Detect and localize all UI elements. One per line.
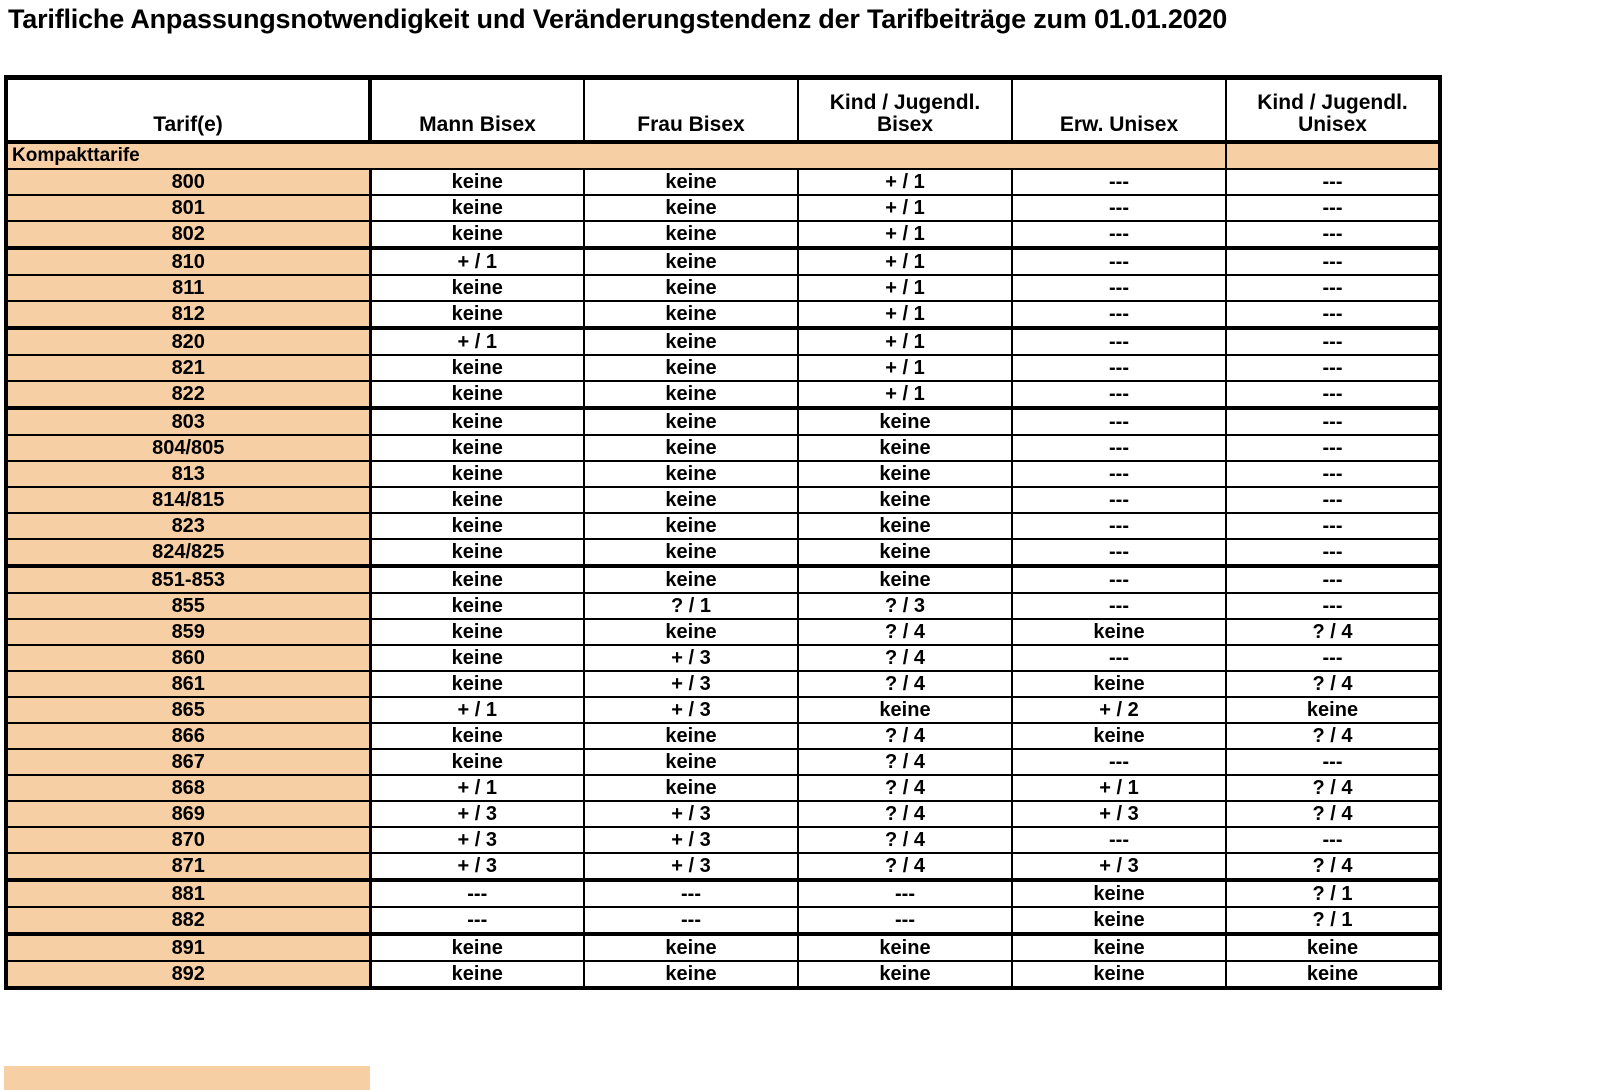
cell-frau-bisex: keine bbox=[584, 775, 798, 801]
cell-mann-bisex: keine bbox=[370, 749, 584, 775]
cell-erw-unisex: --- bbox=[1012, 749, 1226, 775]
cell-mann-bisex: keine bbox=[370, 934, 584, 961]
table-row bbox=[6, 539, 1440, 566]
cell-mann-bisex: keine bbox=[370, 487, 584, 513]
cell-kind-bisex: keine bbox=[798, 566, 1012, 593]
cell-tarif: 870 bbox=[6, 827, 370, 853]
cell-tarif: 824/825 bbox=[6, 539, 370, 566]
cell-kind-unisex: --- bbox=[1226, 539, 1440, 566]
cell-kind-bisex: + / 1 bbox=[798, 301, 1012, 328]
cell-erw-unisex: --- bbox=[1012, 487, 1226, 513]
cell-mann-bisex: + / 3 bbox=[370, 827, 584, 853]
cell-tarif: 802 bbox=[6, 221, 370, 248]
cell-erw-unisex: --- bbox=[1012, 539, 1226, 566]
section-row bbox=[6, 142, 1440, 169]
cell-tarif: 867 bbox=[6, 749, 370, 775]
cell-kind-bisex: ? / 4 bbox=[798, 671, 1012, 697]
cell-erw-unisex: --- bbox=[1012, 408, 1226, 435]
cell-erw-unisex: --- bbox=[1012, 275, 1226, 301]
cell-mann-bisex: keine bbox=[370, 513, 584, 539]
cell-erw-unisex: --- bbox=[1012, 827, 1226, 853]
cell-tarif: 810 bbox=[6, 248, 370, 275]
header-kind-unisex bbox=[1226, 78, 1440, 143]
cell-frau-bisex: + / 3 bbox=[584, 671, 798, 697]
next-row-peek bbox=[4, 1066, 370, 1090]
cell-mann-bisex: --- bbox=[370, 907, 584, 934]
table-header-row bbox=[6, 78, 1440, 143]
cell-kind-bisex: keine bbox=[798, 487, 1012, 513]
cell-mann-bisex: keine bbox=[370, 355, 584, 381]
cell-kind-unisex: ? / 4 bbox=[1226, 775, 1440, 801]
cell-frau-bisex: + / 3 bbox=[584, 827, 798, 853]
cell-kind-unisex: --- bbox=[1226, 301, 1440, 328]
table-row bbox=[6, 907, 1440, 934]
cell-frau-bisex: keine bbox=[584, 934, 798, 961]
cell-kind-unisex: --- bbox=[1226, 593, 1440, 619]
cell-kind-unisex: ? / 1 bbox=[1226, 907, 1440, 934]
table-row bbox=[6, 221, 1440, 248]
cell-erw-unisex: + / 3 bbox=[1012, 801, 1226, 827]
cell-kind-bisex: keine bbox=[798, 961, 1012, 988]
table-row bbox=[6, 248, 1440, 275]
table-row bbox=[6, 461, 1440, 487]
cell-mann-bisex: + / 1 bbox=[370, 775, 584, 801]
cell-frau-bisex: ? / 1 bbox=[584, 593, 798, 619]
cell-kind-unisex: --- bbox=[1226, 487, 1440, 513]
table-row bbox=[6, 934, 1440, 961]
cell-tarif: 820 bbox=[6, 328, 370, 355]
cell-kind-bisex: + / 1 bbox=[798, 328, 1012, 355]
cell-kind-unisex: ? / 4 bbox=[1226, 801, 1440, 827]
cell-kind-bisex: + / 1 bbox=[798, 169, 1012, 195]
cell-kind-unisex: keine bbox=[1226, 934, 1440, 961]
cell-frau-bisex: keine bbox=[584, 381, 798, 408]
cell-erw-unisex: + / 3 bbox=[1012, 853, 1226, 880]
cell-frau-bisex: + / 3 bbox=[584, 645, 798, 671]
cell-kind-bisex: ? / 4 bbox=[798, 827, 1012, 853]
cell-kind-bisex: ? / 4 bbox=[798, 619, 1012, 645]
cell-kind-bisex: keine bbox=[798, 934, 1012, 961]
cell-erw-unisex: --- bbox=[1012, 435, 1226, 461]
cell-erw-unisex: keine bbox=[1012, 723, 1226, 749]
cell-tarif: 851-853 bbox=[6, 566, 370, 593]
cell-kind-bisex: keine bbox=[798, 697, 1012, 723]
cell-mann-bisex: keine bbox=[370, 671, 584, 697]
cell-frau-bisex: keine bbox=[584, 749, 798, 775]
cell-kind-bisex: + / 1 bbox=[798, 221, 1012, 248]
cell-mann-bisex: + / 1 bbox=[370, 328, 584, 355]
cell-frau-bisex: keine bbox=[584, 221, 798, 248]
cell-frau-bisex: + / 3 bbox=[584, 697, 798, 723]
page-title: Tarifliche Anpassungsnotwendigkeit und Veränderungstendenz der Tarifbeiträge zum 01.01.2020 bbox=[8, 4, 1228, 34]
cell-tarif: 868 bbox=[6, 775, 370, 801]
cell-frau-bisex: keine bbox=[584, 566, 798, 593]
cell-frau-bisex: keine bbox=[584, 301, 798, 328]
table-row bbox=[6, 435, 1440, 461]
cell-frau-bisex: keine bbox=[584, 513, 798, 539]
cell-tarif: 881 bbox=[6, 880, 370, 907]
cell-kind-bisex: keine bbox=[798, 408, 1012, 435]
cell-kind-bisex: + / 1 bbox=[798, 248, 1012, 275]
cell-kind-bisex: keine bbox=[798, 513, 1012, 539]
cell-frau-bisex: keine bbox=[584, 248, 798, 275]
cell-mann-bisex: + / 3 bbox=[370, 853, 584, 880]
cell-tarif: 869 bbox=[6, 801, 370, 827]
cell-kind-unisex: ? / 4 bbox=[1226, 671, 1440, 697]
cell-kind-unisex: --- bbox=[1226, 566, 1440, 593]
cell-tarif: 801 bbox=[6, 195, 370, 221]
table-row bbox=[6, 169, 1440, 195]
cell-kind-unisex: --- bbox=[1226, 275, 1440, 301]
cell-frau-bisex: keine bbox=[584, 539, 798, 566]
cell-kind-bisex: keine bbox=[798, 461, 1012, 487]
table-row bbox=[6, 355, 1440, 381]
cell-kind-unisex: --- bbox=[1226, 169, 1440, 195]
cell-frau-bisex: keine bbox=[584, 195, 798, 221]
header-mann-bisex: Mann Bisex bbox=[370, 78, 584, 143]
cell-kind-unisex: --- bbox=[1226, 645, 1440, 671]
cell-kind-bisex: ? / 4 bbox=[798, 775, 1012, 801]
cell-mann-bisex: keine bbox=[370, 408, 584, 435]
cell-kind-unisex: --- bbox=[1226, 408, 1440, 435]
cell-mann-bisex: keine bbox=[370, 593, 584, 619]
table-row bbox=[6, 275, 1440, 301]
cell-erw-unisex: --- bbox=[1012, 221, 1226, 248]
cell-frau-bisex: keine bbox=[584, 487, 798, 513]
table-row bbox=[6, 645, 1440, 671]
table-row bbox=[6, 566, 1440, 593]
cell-mann-bisex: + / 1 bbox=[370, 697, 584, 723]
cell-mann-bisex: keine bbox=[370, 275, 584, 301]
cell-kind-bisex: ? / 4 bbox=[798, 749, 1012, 775]
cell-mann-bisex: --- bbox=[370, 880, 584, 907]
cell-kind-bisex: + / 1 bbox=[798, 355, 1012, 381]
section-label: Kompakttarife bbox=[6, 142, 1226, 169]
header-kind-bisex-line2: Bisex bbox=[876, 113, 934, 136]
cell-erw-unisex: keine bbox=[1012, 961, 1226, 988]
cell-kind-unisex: ? / 4 bbox=[1226, 853, 1440, 880]
cell-tarif: 823 bbox=[6, 513, 370, 539]
cell-tarif: 822 bbox=[6, 381, 370, 408]
header-tarif: Tarif(e) bbox=[6, 78, 370, 143]
cell-kind-bisex: ? / 3 bbox=[798, 593, 1012, 619]
cell-mann-bisex: keine bbox=[370, 169, 584, 195]
cell-mann-bisex: keine bbox=[370, 619, 584, 645]
cell-tarif: 855 bbox=[6, 593, 370, 619]
table-row bbox=[6, 408, 1440, 435]
cell-kind-bisex: --- bbox=[798, 907, 1012, 934]
cell-tarif: 871 bbox=[6, 853, 370, 880]
cell-tarif: 859 bbox=[6, 619, 370, 645]
cell-frau-bisex: keine bbox=[584, 169, 798, 195]
cell-frau-bisex: keine bbox=[584, 275, 798, 301]
cell-frau-bisex: keine bbox=[584, 435, 798, 461]
cell-tarif: 865 bbox=[6, 697, 370, 723]
cell-kind-unisex: --- bbox=[1226, 381, 1440, 408]
header-frau-bisex: Frau Bisex bbox=[584, 78, 798, 143]
table-row bbox=[6, 381, 1440, 408]
cell-kind-bisex: keine bbox=[798, 435, 1012, 461]
cell-kind-unisex: --- bbox=[1226, 355, 1440, 381]
cell-erw-unisex: --- bbox=[1012, 248, 1226, 275]
cell-mann-bisex: keine bbox=[370, 723, 584, 749]
cell-erw-unisex: --- bbox=[1012, 566, 1226, 593]
cell-mann-bisex: keine bbox=[370, 461, 584, 487]
cell-kind-bisex: + / 1 bbox=[798, 381, 1012, 408]
cell-erw-unisex: --- bbox=[1012, 381, 1226, 408]
table-row bbox=[6, 328, 1440, 355]
cell-kind-unisex: --- bbox=[1226, 248, 1440, 275]
table-row bbox=[6, 723, 1440, 749]
cell-kind-unisex: keine bbox=[1226, 961, 1440, 988]
cell-erw-unisex: --- bbox=[1012, 513, 1226, 539]
cell-tarif: 814/815 bbox=[6, 487, 370, 513]
cell-erw-unisex: --- bbox=[1012, 169, 1226, 195]
table-row bbox=[6, 749, 1440, 775]
cell-tarif: 891 bbox=[6, 934, 370, 961]
cell-mann-bisex: + / 1 bbox=[370, 248, 584, 275]
cell-kind-bisex: ? / 4 bbox=[798, 801, 1012, 827]
cell-kind-unisex: --- bbox=[1226, 195, 1440, 221]
cell-tarif: 800 bbox=[6, 169, 370, 195]
cell-erw-unisex: keine bbox=[1012, 671, 1226, 697]
cell-mann-bisex: keine bbox=[370, 195, 584, 221]
cell-kind-bisex: + / 1 bbox=[798, 275, 1012, 301]
cell-frau-bisex: keine bbox=[584, 328, 798, 355]
cell-mann-bisex: keine bbox=[370, 381, 584, 408]
cell-kind-unisex: ? / 4 bbox=[1226, 619, 1440, 645]
cell-frau-bisex: keine bbox=[584, 723, 798, 749]
table-row bbox=[6, 593, 1440, 619]
cell-kind-unisex: ? / 4 bbox=[1226, 723, 1440, 749]
cell-tarif: 892 bbox=[6, 961, 370, 988]
header-kind-bisex bbox=[798, 78, 1012, 143]
cell-kind-unisex: ? / 1 bbox=[1226, 880, 1440, 907]
cell-erw-unisex: + / 1 bbox=[1012, 775, 1226, 801]
cell-tarif: 803 bbox=[6, 408, 370, 435]
cell-mann-bisex: keine bbox=[370, 645, 584, 671]
cell-erw-unisex: keine bbox=[1012, 934, 1226, 961]
cell-frau-bisex: keine bbox=[584, 961, 798, 988]
table-row bbox=[6, 880, 1440, 907]
section-empty-cell bbox=[1226, 142, 1440, 169]
cell-mann-bisex: keine bbox=[370, 435, 584, 461]
cell-frau-bisex: --- bbox=[584, 880, 798, 907]
cell-frau-bisex: + / 3 bbox=[584, 801, 798, 827]
cell-kind-bisex: + / 1 bbox=[798, 195, 1012, 221]
cell-frau-bisex: keine bbox=[584, 461, 798, 487]
cell-kind-bisex: ? / 4 bbox=[798, 645, 1012, 671]
cell-erw-unisex: --- bbox=[1012, 301, 1226, 328]
cell-frau-bisex: + / 3 bbox=[584, 853, 798, 880]
cell-mann-bisex: keine bbox=[370, 301, 584, 328]
cell-erw-unisex: --- bbox=[1012, 593, 1226, 619]
cell-kind-unisex: --- bbox=[1226, 328, 1440, 355]
header-kind-unisex-line1: Kind / Jugendl. bbox=[1257, 91, 1408, 114]
header-erw-unisex: Erw. Unisex bbox=[1012, 78, 1226, 143]
cell-kind-unisex: --- bbox=[1226, 435, 1440, 461]
cell-erw-unisex: --- bbox=[1012, 328, 1226, 355]
table-row bbox=[6, 853, 1440, 880]
cell-mann-bisex: + / 3 bbox=[370, 801, 584, 827]
cell-tarif: 860 bbox=[6, 645, 370, 671]
cell-mann-bisex: keine bbox=[370, 539, 584, 566]
header-kind-unisex-line2: Unisex bbox=[1298, 113, 1367, 136]
cell-tarif: 861 bbox=[6, 671, 370, 697]
table-row bbox=[6, 195, 1440, 221]
table-row bbox=[6, 671, 1440, 697]
cell-tarif: 813 bbox=[6, 461, 370, 487]
cell-erw-unisex: keine bbox=[1012, 619, 1226, 645]
cell-erw-unisex: + / 2 bbox=[1012, 697, 1226, 723]
table-row bbox=[6, 801, 1440, 827]
cell-frau-bisex: keine bbox=[584, 408, 798, 435]
cell-erw-unisex: keine bbox=[1012, 880, 1226, 907]
cell-kind-unisex: --- bbox=[1226, 221, 1440, 248]
cell-mann-bisex: keine bbox=[370, 961, 584, 988]
table-row bbox=[6, 301, 1440, 328]
cell-tarif: 811 bbox=[6, 275, 370, 301]
cell-kind-unisex: --- bbox=[1226, 749, 1440, 775]
cell-tarif: 866 bbox=[6, 723, 370, 749]
cell-frau-bisex: keine bbox=[584, 355, 798, 381]
cell-erw-unisex: --- bbox=[1012, 355, 1226, 381]
cell-kind-bisex: ? / 4 bbox=[798, 723, 1012, 749]
cell-mann-bisex: keine bbox=[370, 566, 584, 593]
tariff-table bbox=[4, 75, 1442, 990]
table-row bbox=[6, 487, 1440, 513]
cell-frau-bisex: --- bbox=[584, 907, 798, 934]
table-row bbox=[6, 513, 1440, 539]
cell-tarif: 804/805 bbox=[6, 435, 370, 461]
cell-tarif: 882 bbox=[6, 907, 370, 934]
cell-frau-bisex: keine bbox=[584, 619, 798, 645]
cell-erw-unisex: keine bbox=[1012, 907, 1226, 934]
cell-kind-bisex: --- bbox=[798, 880, 1012, 907]
cell-tarif: 821 bbox=[6, 355, 370, 381]
cell-kind-bisex: keine bbox=[798, 539, 1012, 566]
table-row bbox=[6, 697, 1440, 723]
cell-mann-bisex: keine bbox=[370, 221, 584, 248]
cell-erw-unisex: --- bbox=[1012, 461, 1226, 487]
cell-kind-bisex: ? / 4 bbox=[798, 853, 1012, 880]
table-row bbox=[6, 961, 1440, 988]
cell-kind-unisex: --- bbox=[1226, 461, 1440, 487]
cell-kind-unisex: --- bbox=[1226, 513, 1440, 539]
table-row bbox=[6, 775, 1440, 801]
cell-erw-unisex: --- bbox=[1012, 645, 1226, 671]
table-row bbox=[6, 619, 1440, 645]
cell-tarif: 812 bbox=[6, 301, 370, 328]
cell-erw-unisex: --- bbox=[1012, 195, 1226, 221]
cell-kind-unisex: --- bbox=[1226, 827, 1440, 853]
header-kind-bisex-line1: Kind / Jugendl. bbox=[829, 91, 981, 114]
cell-kind-unisex: keine bbox=[1226, 697, 1440, 723]
table-row bbox=[6, 827, 1440, 853]
